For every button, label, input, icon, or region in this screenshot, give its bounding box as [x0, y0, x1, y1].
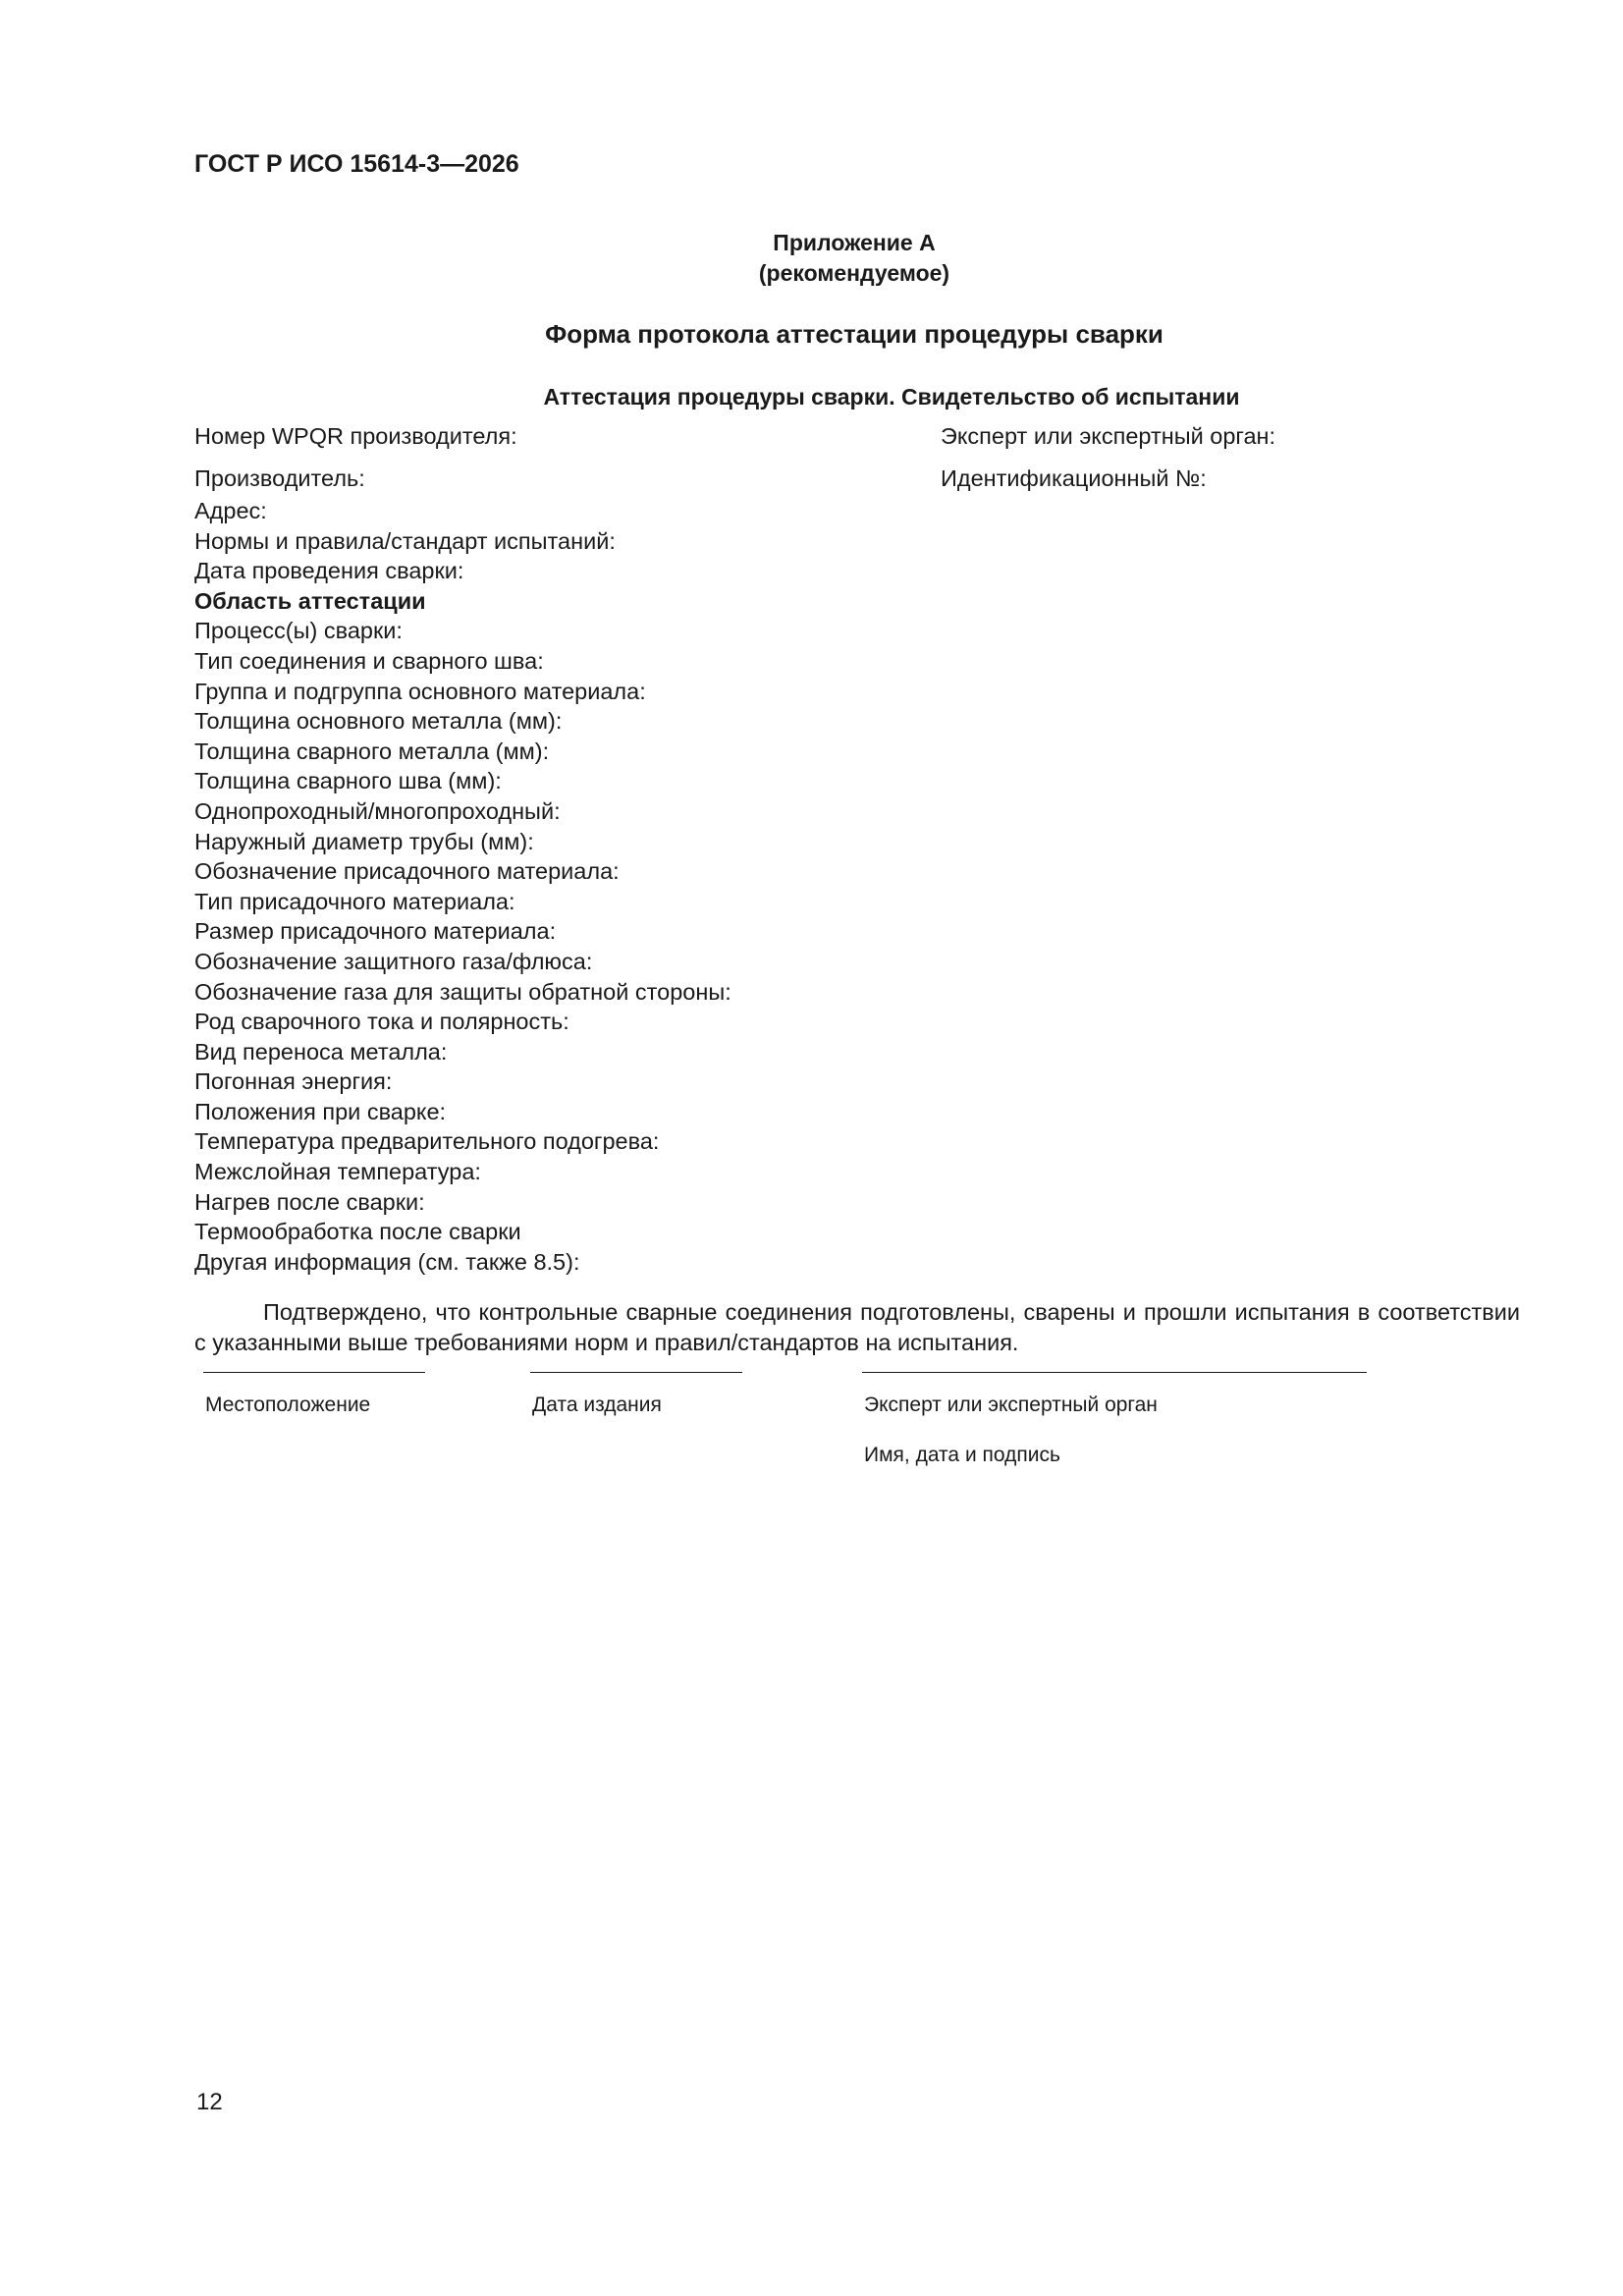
field-current-polarity: Род сварочного тока и полярность:	[194, 1009, 569, 1035]
form-title: Форма протокола аттестации процедуры сварки	[545, 319, 1163, 349]
section-qualification-range: Область аттестации	[194, 587, 426, 614]
field-pass-type: Однопроходный/многопроходный:	[194, 797, 561, 824]
manufacturer-label: Производитель:	[194, 465, 365, 491]
field-filler-size: Размер присадочного материала:	[194, 918, 557, 945]
issue-date-signature-line	[530, 1372, 742, 1373]
expert-label: Эксперт или экспертный орган:	[941, 423, 1276, 449]
document-header: ГОСТ Р ИСО 15614-3—2026	[194, 150, 519, 178]
expert-signature-label: Эксперт или экспертный орган	[864, 1394, 1158, 1416]
annex-status: (рекомендуемое)	[758, 260, 950, 286]
certificate-title: Аттестация процедуры сварки. Свидетельство об испытании	[543, 384, 1240, 410]
annex-title: Приложение А	[773, 230, 936, 255]
field-welding-positions: Положения при сварке:	[194, 1098, 447, 1124]
field-shielding-gas: Обозначение защитного газа/флюса:	[194, 948, 593, 974]
field-preheat-temperature: Температура предварительного подогрева:	[194, 1128, 660, 1155]
field-transfer-mode: Вид переноса металла:	[194, 1038, 448, 1065]
name-date-signature-label: Имя, дата и подпись	[864, 1444, 1060, 1466]
field-filler-designation: Обозначение присадочного материала:	[194, 858, 620, 885]
field-test-standard: Нормы и правила/стандарт испытаний:	[194, 527, 616, 554]
id-number-label: Идентификационный №:	[941, 465, 1207, 491]
field-filler-type: Тип присадочного материала:	[194, 888, 515, 914]
field-backing-gas: Обозначение газа для защиты обратной стороны:	[194, 978, 731, 1005]
field-heat-input: Погонная энергия:	[194, 1068, 393, 1095]
confirmation-text: Подтверждено, что контрольные сварные соединения подготовлены, сварены и прошли испытания в соответствии с указанными выше требованиями норм и правил/стандартов на испытания.	[194, 1298, 1520, 1355]
field-welding-date: Дата проведения сварки:	[194, 558, 464, 584]
field-address: Адрес:	[194, 498, 267, 523]
field-list	[194, 496, 731, 1277]
expert-signature-line	[862, 1372, 1367, 1373]
field-joint-type: Тип соединения и сварного шва:	[194, 647, 544, 674]
field-pwht: Термообработка после сварки	[194, 1219, 521, 1245]
field-other-info: Другая информация (см. также 8.5):	[194, 1248, 580, 1275]
field-weld-thickness: Толщина сварного шва (мм):	[194, 768, 502, 794]
location-signature-line	[203, 1372, 425, 1373]
field-interpass-temperature: Межслойная температура:	[194, 1159, 481, 1185]
location-label: Местоположение	[205, 1394, 371, 1416]
field-post-heating: Нагрев после сварки:	[194, 1188, 425, 1215]
field-material-group: Группа и подгруппа основного материала:	[194, 678, 646, 704]
field-welding-process: Процесс(ы) сварки:	[194, 618, 403, 644]
field-base-thickness: Толщина основного металла (мм):	[194, 708, 563, 735]
annex-heading	[0, 228, 1623, 289]
page-number: 12	[196, 2089, 223, 2115]
field-weld-metal-thickness: Толщина сварного металла (мм):	[194, 738, 550, 764]
issue-date-label: Дата издания	[532, 1394, 662, 1416]
field-pipe-diameter: Наружный диаметр трубы (мм):	[194, 828, 534, 854]
wpqr-number-label: Номер WPQR производителя:	[194, 423, 517, 449]
